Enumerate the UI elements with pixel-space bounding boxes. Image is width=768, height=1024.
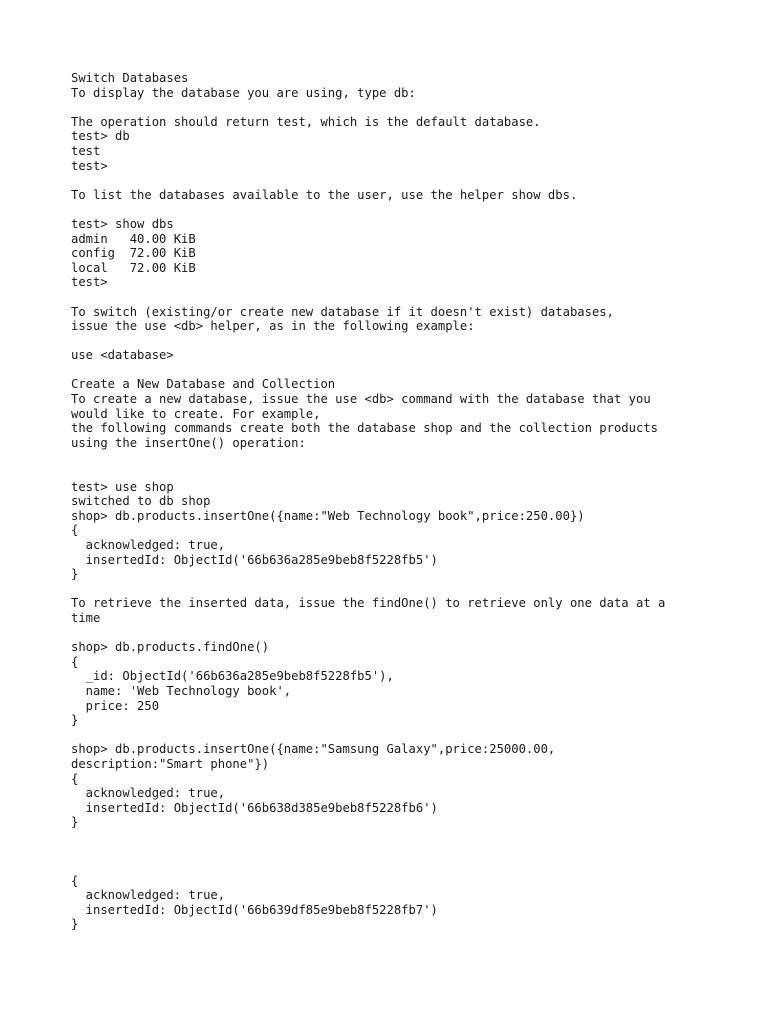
text-line: Switch Databases <box>71 71 189 85</box>
text-line: acknowledged: true, <box>71 538 226 552</box>
text-line: local 72.00 KiB <box>71 260 196 275</box>
text-line: To switch (existing/or create new database if it doesn't exist) databases, <box>71 304 614 319</box>
text-line: using the insertOne() operation: <box>71 435 306 450</box>
text-line: use <database> <box>71 348 174 363</box>
text-line <box>71 290 751 305</box>
document-page <box>71 71 751 932</box>
text-line <box>71 173 751 188</box>
text-line: _id: ObjectId('66b636a285e9beb8f5228fb5'), <box>71 669 394 684</box>
text-line: acknowledged: true, <box>71 888 226 903</box>
text-line: } <box>71 917 79 932</box>
text-line: switched to db shop <box>71 494 211 509</box>
text-line: name: 'Web Technology book', <box>71 683 292 698</box>
text-line <box>71 830 751 845</box>
text-line: insertedId: ObjectId('66b638d385e9beb8f5228fb6') <box>71 800 438 815</box>
text-line: shop> db.products.insertOne({name:"Web Technology book",price:250.00}) <box>71 508 585 523</box>
text-line: price: 250 <box>71 698 160 713</box>
text-line: } <box>71 713 79 728</box>
text-line: } <box>71 567 79 582</box>
text-line: test> use shop <box>71 479 174 494</box>
text-line: insertedId: ObjectId('66b639df85e9beb8f5228fb7') <box>71 902 438 917</box>
text-line: The operation should return test, which is the default database. <box>71 114 541 129</box>
text-line: admin 40.00 KiB <box>71 231 196 246</box>
text-line: test <box>71 143 101 158</box>
text-line: Create a New Database and Collection <box>71 377 336 392</box>
text-line: shop> db.products.findOne() <box>71 640 270 655</box>
text-line: shop> db.products.insertOne({name:"Samsung Galaxy",price:25000.00, <box>71 742 556 757</box>
text-line: { <box>71 523 79 538</box>
text-line <box>71 334 751 349</box>
text-line: test> db <box>71 129 130 144</box>
text-line: test> show dbs <box>71 216 174 231</box>
text-line <box>71 465 751 480</box>
text-line <box>71 859 751 874</box>
text-line <box>71 626 751 641</box>
text-line: acknowledged: true, <box>71 786 226 801</box>
text-line <box>71 844 751 859</box>
text-line <box>71 202 751 217</box>
text-line: } <box>71 815 79 830</box>
text-line: config 72.00 KiB <box>71 246 196 261</box>
text-line <box>71 582 751 597</box>
text-line: test> <box>71 275 108 290</box>
text-line: { <box>71 873 79 888</box>
text-line: would like to create. For example, <box>71 406 321 421</box>
text-line <box>71 363 751 378</box>
text-line: { <box>71 654 79 669</box>
text-line: To create a new database, issue the use <db> command with the database that you <box>71 392 651 407</box>
text-line: To retrieve the inserted data, issue the findOne() to retrieve only one data at a <box>71 596 666 611</box>
text-line: insertedId: ObjectId('66b636a285e9beb8f5228fb5') <box>71 552 438 567</box>
text-line: To list the databases available to the user, use the helper show dbs. <box>71 187 578 202</box>
text-line: time <box>71 610 101 625</box>
text-line: the following commands create both the database shop and the collection products <box>71 421 658 436</box>
text-line <box>71 450 751 465</box>
text-line: test> <box>71 158 108 173</box>
text-line <box>71 728 751 743</box>
text-line: { <box>71 771 79 786</box>
text-line: description:"Smart phone"}) <box>71 756 270 771</box>
text-line <box>71 100 751 115</box>
text-line: issue the use <db> helper, as in the following example: <box>71 319 475 334</box>
text-line: To display the database you are using, type db: <box>71 85 416 100</box>
